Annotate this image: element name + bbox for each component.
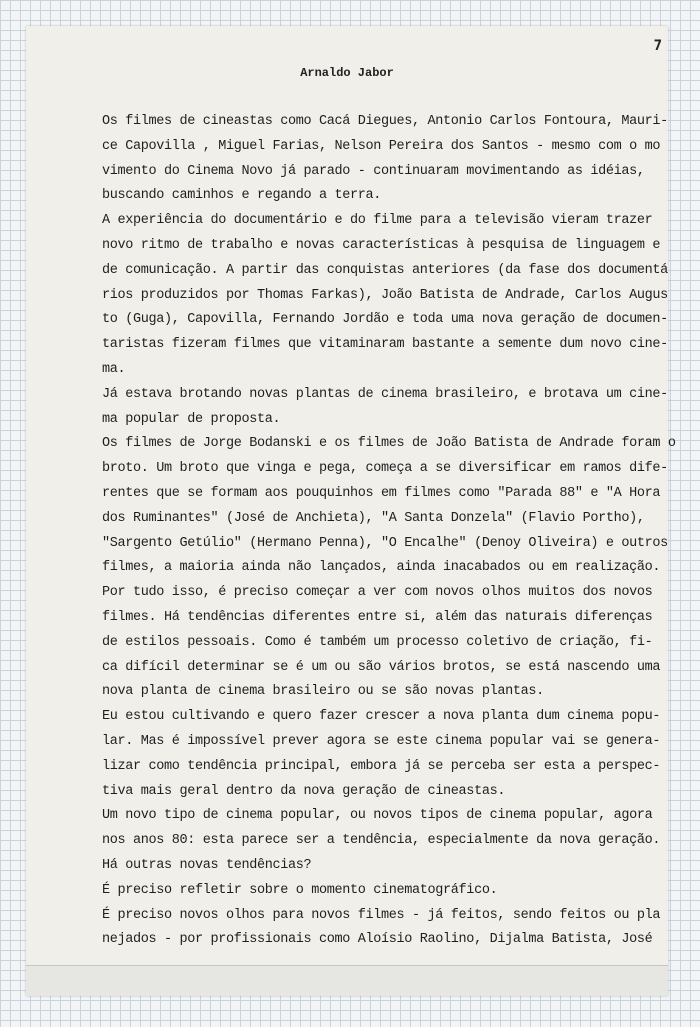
typewritten-page <box>26 26 676 996</box>
text-line: nos anos 80: esta parece ser a tendência, especialmente da nova geração. <box>102 833 661 849</box>
text-line: vimento do Cinema Novo já parado - continuaram movimentando as idéias, <box>102 163 645 179</box>
text-line: ma. <box>102 361 126 377</box>
text-line: Por tudo isso, é preciso começar a ver com novos olhos muitos dos novos <box>102 585 653 601</box>
text-line: rentes que se formam aos pouquinhos em filmes como "Parada 88" e "A Hora <box>102 485 661 501</box>
text-line: "Sargento Getúlio" (Hermano Penna), "O Encalhe" (Denoy Oliveira) e outros <box>102 535 668 551</box>
text-line: de estilos pessoais. Como é também um processo coletivo de criação, fi- <box>102 634 653 650</box>
text-line: Os filmes de cineastas como Cacá Diegues, Antonio Carlos Fontoura, Mauri- <box>102 114 668 129</box>
body-text <box>102 110 674 953</box>
text-line: dos Ruminantes" (José de Anchieta), "A Santa Donzela" (Flavio Portho), <box>102 510 645 526</box>
page-bottom-strip <box>26 965 668 996</box>
text-line: lar. Mas é impossível prever agora se este cinema popular vai se genera- <box>102 733 661 749</box>
text-line: tiva mais geral dentro da nova geração de cineastas. <box>102 783 506 799</box>
text-line: Os filmes de Jorge Bodanski e os filmes de João Batista de Andrade foram o <box>102 436 676 452</box>
text-line: rios produzidos por Thomas Farkas), João Batista de Andrade, Carlos Augus <box>102 287 668 303</box>
text-line: to (Guga), Capovilla, Fernando Jordão e toda uma nova geração de documen- <box>102 312 668 328</box>
text-line: nejados - por profissionais como Aloísio Raolino, Dijalma Batista, José <box>102 932 653 948</box>
text-line: buscando caminhos e regando a terra. <box>102 188 382 204</box>
page-number: 7 <box>653 38 662 54</box>
text-line: nova planta de cinema brasileiro ou se são novas plantas. <box>102 684 544 700</box>
text-line: ca difícil determinar se é um ou são vários brotos, se está nascendo uma <box>102 659 661 675</box>
text-line: É preciso refletir sobre o momento cinematográfico. <box>102 882 498 898</box>
text-line: A experiência do documentário e do filme para a televisão vieram trazer <box>102 213 653 229</box>
text-line: Há outras novas tendências? <box>102 857 312 873</box>
text-line: filmes, a maioria ainda não lançados, ainda inacabados ou em realização. <box>102 560 661 576</box>
text-line: É preciso novos olhos para novos filmes - já feitos, sendo feitos ou pla <box>102 907 661 923</box>
text-line: taristas fizeram filmes que vitaminaram bastante a semente dum novo cine- <box>102 337 668 353</box>
text-line: Já estava brotando novas plantas de cinema brasileiro, e brotava um cine- <box>102 386 668 402</box>
text-line: filmes. Há tendências diferentes entre si, além das naturais diferenças <box>102 609 653 625</box>
text-line: ce Capovilla , Miguel Farias, Nelson Pereira dos Santos - mesmo com o mo <box>102 138 661 154</box>
text-line: Eu estou cultivando e quero fazer crescer a nova planta dum cinema popu- <box>102 709 661 725</box>
text-line: ma popular de proposta. <box>102 411 281 427</box>
text-line: novo ritmo de trabalho e novas características à pesquisa de linguagem e <box>102 237 661 253</box>
text-line: broto. Um broto que vinga e pega, começa a se diversificar em ramos dife- <box>102 461 668 477</box>
author-title: Arnaldo Jabor <box>300 66 394 80</box>
text-line: Um novo tipo de cinema popular, ou novos tipos de cinema popular, agora <box>102 808 653 824</box>
text-line: lizar como tendência principal, embora já se perceba ser esta a perspec- <box>102 758 661 774</box>
text-line: de comunicação. A partir das conquistas anteriores (da fase dos documentá <box>102 262 668 278</box>
